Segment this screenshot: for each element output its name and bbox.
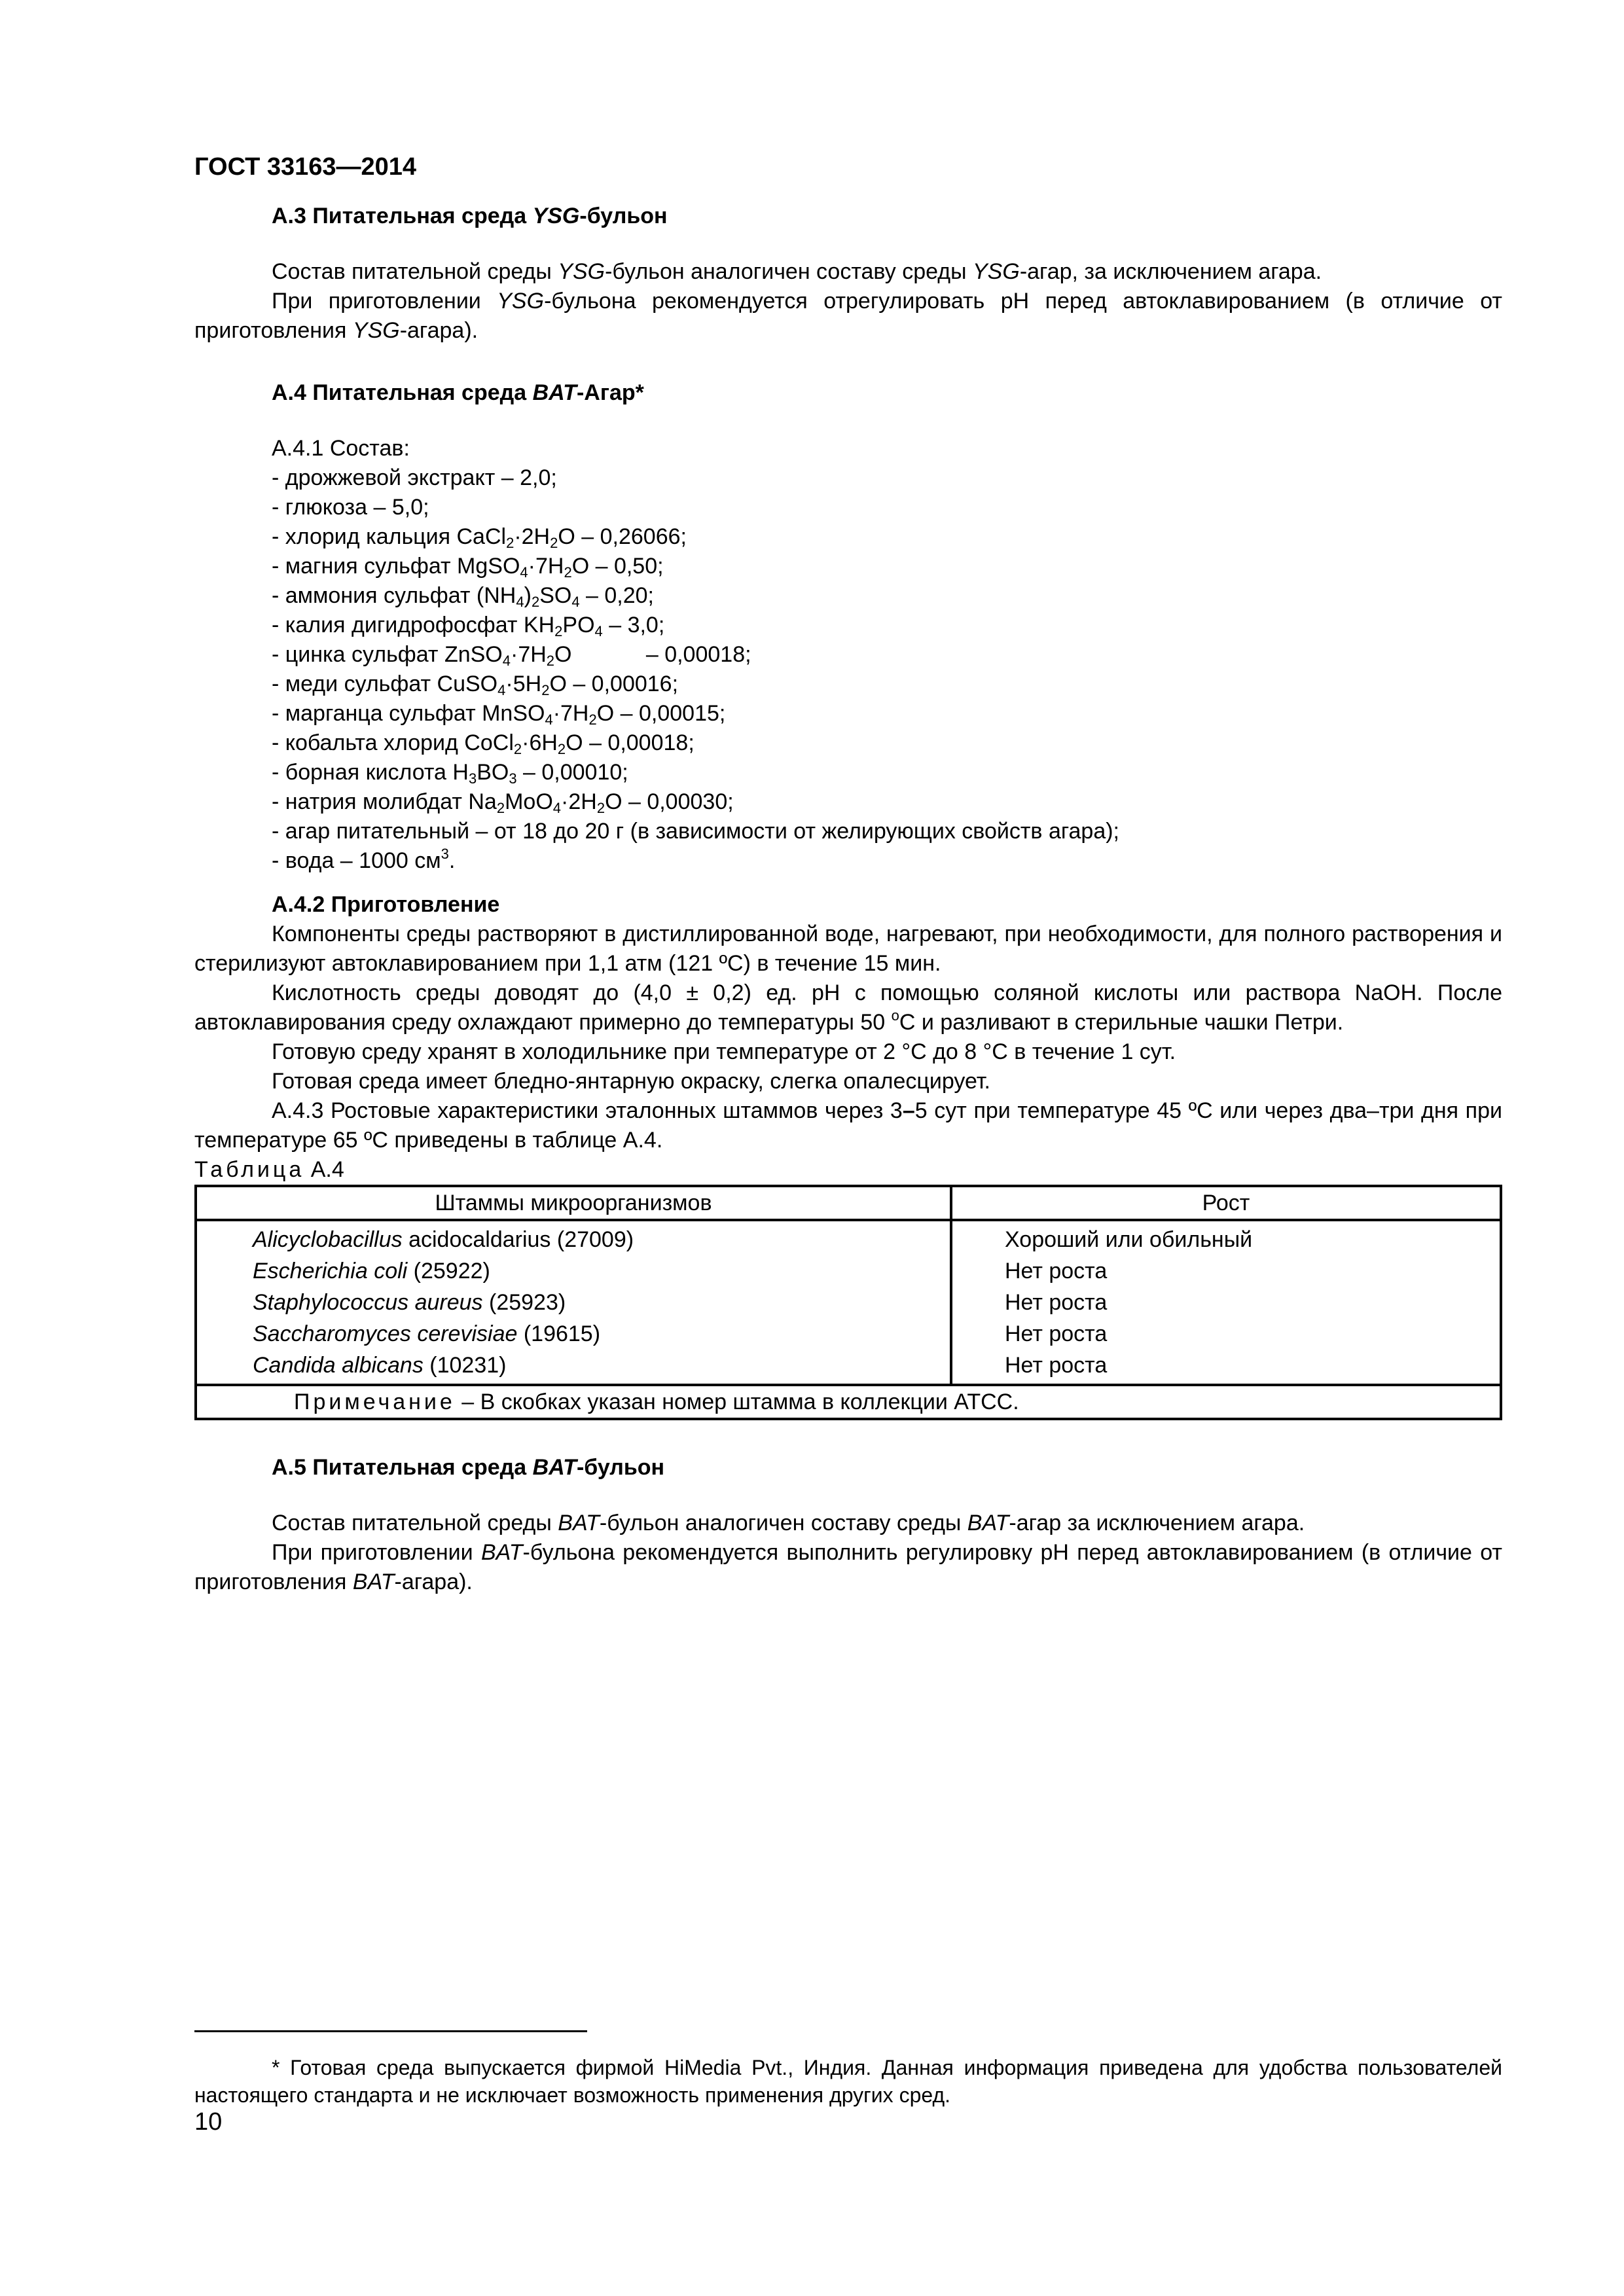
text: -агар, за исключением агара. [1019,259,1322,284]
subscript: 4 [497,682,506,698]
text: Кислотность среды доводят до (4,0 ± 0,2) ед. pH с помощью соляной кислоты или раствора NaOH. После автоклавирования среду охлаждают примерно до температуры 50 [194,980,1502,1035]
strain-name-italic: Saccharomyces cerevisiae [253,1321,518,1346]
preparation-paragraph-1: Компоненты среды растворяют в дистиллированной воде, нагревают, при необходимости, для полного растворения и стерилизуют автоклавированием при 1,1 атм (121 ºС) в течение 15 мин. [194,922,1502,976]
item-text: – 0,00010; [516,760,628,785]
preparation-paragraph-2 [194,978,1502,1037]
item-text: SO [539,583,572,608]
title-text: А.5 Питательная среда [272,1455,533,1480]
section-a3-paragraph-1 [194,257,1502,287]
composition-item [194,787,1502,817]
text-bold: – [902,1098,915,1123]
item-text: ·5H [505,672,542,696]
strain-name-italic: Escherichia coli [253,1259,408,1283]
item-text: - аммония сульфат (NH [272,583,516,608]
text-italic: BAT [967,1511,1009,1535]
composition-item [194,581,1502,611]
text: Состав питательной среды [272,259,558,284]
preparation-title: А.4.2 Приготовление [272,892,500,917]
table-caption-label: Таблица [194,1157,305,1182]
subscript: 2 [496,800,505,816]
table-row [196,1255,1501,1287]
strain-number: (25923) [482,1290,566,1315]
section-a5-paragraph-1 [194,1509,1502,1538]
column-header-growth: Рост [951,1186,1501,1220]
composition-label: А.4.1 Состав: [272,436,410,461]
superscript: 3 [441,846,449,862]
table-row [196,1350,1501,1385]
strain-cell [196,1220,951,1255]
subscript: 2 [531,594,540,610]
item-text: ·2H [514,524,550,549]
text-italic: YSG [497,289,545,314]
item-text: - агар питательный – от 18 до 20 г (в зависимости от желирующих свойств агара); [272,819,1120,844]
subscript: 4 [520,564,528,581]
text-italic: YSG [352,318,400,343]
composition-item [194,640,1502,670]
item-text: O – 0,00016; [549,672,679,696]
strain-name-italic: Candida albicans [253,1353,424,1378]
table-note [196,1385,1501,1419]
text-italic: BAT [480,1540,523,1565]
item-text: - вода – 1000 см [272,848,441,873]
item-text: - калия дигидрофосфат KH [272,613,555,637]
text-italic: BAT [352,1570,395,1594]
text-italic: BAT [558,1511,600,1535]
text: -агар за исключением агара. [1009,1511,1305,1535]
text: -агара). [399,318,478,343]
composition-item [194,611,1502,640]
page-number: 10 [194,2108,223,2136]
item-text: O – 0,00030; [605,789,734,814]
table-note-text: – В скобках указан номер штамма в коллекции АТСС. [455,1390,1019,1414]
item-text: MoO [505,789,553,814]
page-content [194,151,1502,1597]
text: Состав питательной среды [272,1511,558,1535]
subscript: 2 [557,741,566,757]
item-text: PO [562,613,595,637]
composition-list [194,463,1502,876]
strain-number: acidocaldarius (27009) [402,1227,634,1252]
table-row [196,1287,1501,1318]
strain-cell [196,1318,951,1350]
text: -бульона рекомендуется отрегулировать pH перед автоклавированием (в отличие от приготовления [194,289,1502,343]
growth-table [194,1185,1502,1420]
composition-item [194,846,1502,876]
text-italic: YSG [558,259,605,284]
subscript: 4 [571,594,580,610]
title-text: А.3 Питательная среда [272,204,533,228]
item-text: . [448,848,456,873]
table-caption-number: А.4 [304,1157,344,1182]
subscript: 4 [552,800,562,816]
text: -бульон аналогичен составу среды [605,259,973,284]
item-text: ) [524,583,532,608]
text-italic: YSG [973,259,1020,284]
item-text: O – 0,26066; [558,524,687,549]
composition-item [194,493,1502,522]
item-text: O – 0,50; [571,554,664,579]
composition-item [194,463,1502,493]
subscript: 4 [516,594,524,610]
item-text: - натрия молибдат Na [272,789,497,814]
title-text: -Агар* [576,380,644,405]
title-emphasis: BAT [532,380,577,405]
section-a3-title [194,202,1502,231]
composition-item [194,728,1502,758]
section-a5-title [194,1453,1502,1482]
column-header-strains: Штаммы микроорганизмов [196,1186,951,1220]
item-text: ·7H [511,642,547,667]
section-a5-paragraph-2 [194,1538,1502,1597]
item-text: ·7H [528,554,564,579]
item-text: - кобальта хлорид CoCl [272,730,514,755]
text: 5 сут при температуре 45 ºС или через два–три дня при температуре 65 ºС приведены в таблице А.4. [194,1098,1502,1153]
subscript: 4 [545,711,553,728]
item-text: - меди сульфат CuSO [272,672,498,696]
growth-cell: Нет роста [951,1318,1501,1350]
item-text: – 0,20; [579,583,654,608]
text: -бульон аналогичен составу среды [599,1511,967,1535]
strain-cell [196,1255,951,1287]
table-caption [194,1155,1502,1185]
subscript: 2 [550,535,558,551]
composition-item [194,552,1502,581]
item-text: O – 0,00015; [596,701,726,726]
item-text: O – 0,00018; [554,642,751,667]
strain-number: (10231) [423,1353,507,1378]
item-text: - борная кислота H [272,760,469,785]
text: А.4.3 Ростовые характеристики эталонных штаммов через 3 [272,1098,903,1123]
strain-number: (25922) [407,1259,490,1283]
table-note-label: Примечание [294,1390,456,1414]
table-body [196,1220,1501,1419]
subscript: 2 [564,564,572,581]
text: При приготовлении [272,1540,481,1565]
growth-cell: Хороший или обильный [951,1220,1501,1255]
text: С и разливают в стерильные чашки Петри. [899,1010,1344,1035]
text: -агара). [394,1570,473,1594]
item-text: - марганца сульфат MnSO [272,701,545,726]
subscript: 2 [588,711,597,728]
growth-cell: Нет роста [951,1350,1501,1385]
item-text: O – 0,00018; [566,730,695,755]
item-text: - глюкоза – 5,0; [272,495,429,520]
strain-name-italic: Staphylococcus aureus [253,1290,483,1315]
title-emphasis: BAT [532,1455,577,1480]
item-text: - дрожжевой экстракт – 2,0; [272,465,557,490]
item-text: ·6H [522,730,558,755]
title-text: -бульон [576,1455,665,1480]
subscript: 4 [594,623,603,639]
subscript: 3 [468,770,477,787]
title-text: -бульон [579,204,668,228]
composition-item [194,522,1502,552]
subscript: 2 [513,741,522,757]
strain-cell [196,1350,951,1385]
composition-item [194,699,1502,728]
item-text: - хлорид кальция CaCl [272,524,507,549]
preparation-paragraph-3: Готовую среду хранят в холодильнике при температуре от 2 °С до 8 °С в течение 1 сут. [272,1039,1176,1064]
title-text: А.4 Питательная среда [272,380,533,405]
item-text: – 3,0; [602,613,665,637]
item-text: - цинка сульфат ZnSO [272,642,503,667]
composition-item [194,817,1502,846]
document-code: ГОСТ 33163—2014 [194,153,417,181]
growth-cell: Нет роста [951,1287,1501,1318]
strain-name-italic: Alicyclobacillus [253,1227,403,1252]
subscript: 2 [596,800,605,816]
degree-sign: о [891,1007,899,1024]
preparation-paragraph-4: Готовая среда имеет бледно-янтарную окраску, слегка опалесцирует. [272,1069,990,1094]
footnote: * Готовая среда выпускается фирмой HiMedia Pvt., Индия. Данная информация приведена для удобства пользователей настоящего стандарта и не исключает возможность применения других сред. [194,2056,1502,2107]
text: При приготовлении [272,289,497,314]
subscript: 2 [541,682,550,698]
section-a3-paragraph-2 [194,287,1502,346]
table-row [196,1220,1501,1255]
strain-number: (19615) [517,1321,601,1346]
growth-paragraph [194,1096,1502,1155]
subscript: 2 [554,623,563,639]
subscript: 4 [502,653,511,669]
subscript: 2 [506,535,514,551]
title-emphasis: YSG [532,204,580,228]
text: -бульона рекомендуется выполнить регулировку pH перед автоклавированием (в отличие от приготовления [194,1540,1502,1594]
composition-item [194,670,1502,699]
table-row [196,1318,1501,1350]
growth-cell: Нет роста [951,1255,1501,1287]
composition-item [194,758,1502,787]
strain-cell [196,1287,951,1318]
section-a4-title [194,378,1502,408]
item-text: ·7H [552,701,589,726]
item-text: BO [477,760,509,785]
item-text: - магния сульфат MgSO [272,554,520,579]
subscript: 3 [509,770,517,787]
footnote-separator [194,2030,587,2032]
subscript: 2 [546,653,555,669]
table-note-row [196,1385,1501,1419]
item-text: ·2H [561,789,597,814]
